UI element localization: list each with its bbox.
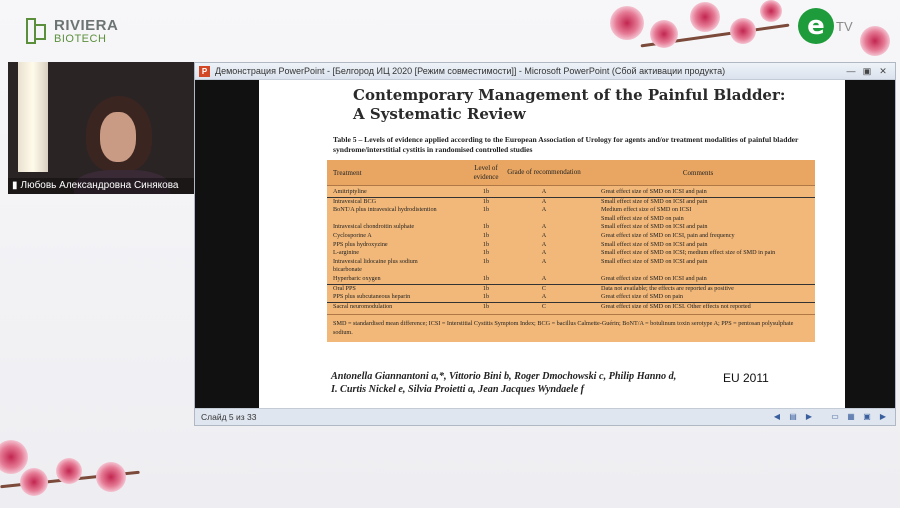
cell-grade: A: [541, 274, 547, 282]
cell-level: 1b: [482, 249, 490, 257]
cell-grade: A: [541, 293, 547, 301]
cell-grade: A: [541, 249, 547, 257]
cell-grade: A: [541, 197, 547, 205]
cell-comments: Great effect size of SMD on pain: [601, 293, 684, 301]
slide-title: Contemporary Management of the Painful Bladder: A Systematic Review: [353, 86, 786, 123]
cell-comments: Data not available; the effects are reported as positive: [601, 284, 734, 292]
cell-treatment: Intravesical lidocaine plus sodium: [333, 257, 418, 265]
table-row: [327, 293, 815, 303]
cell-grade: [507, 266, 581, 275]
riviera-biotech-logo: [24, 16, 118, 48]
table-footnote: SMD = standardised mean difference; ICSI = Interstitial Cystitis Symptom Index; BCG = bacillus Calmette-Guérin; BoNT/A = botulinum toxin serotype A; PPS = pentosan polysulphate sodium.: [327, 314, 815, 342]
slide-sorter-icon[interactable]: ▦: [847, 412, 855, 421]
cell-treatment: [327, 215, 465, 224]
speaker-name-label: ▮ Любовь Александровна Синякова: [8, 178, 194, 194]
table-row: [327, 188, 815, 198]
cell-level: 1b: [482, 293, 490, 301]
cell-treatment: BoNT/A plus intravesical hydrodistention: [333, 206, 437, 214]
cell-level: 1b: [482, 231, 490, 239]
slide-counter: Слайд 5 из 33: [201, 412, 257, 422]
table-row: [327, 232, 815, 241]
cell-comments: Great effect size of SMD on ICSI and pain: [601, 188, 707, 195]
cell-comments: Great effect size of SMD on ICSI, pain and frequency: [601, 231, 735, 239]
cell-treatment: Hyperbaric oxygen: [333, 274, 381, 282]
slideshow-view-icon[interactable]: ▶: [879, 412, 887, 421]
cell-comments: Small effect size of SMD on ICSI and pain: [601, 240, 708, 248]
cell-level: 1b: [482, 240, 490, 248]
minimize-button[interactable]: —: [846, 66, 856, 76]
table-row: [327, 241, 815, 250]
cell-comments: Great effect size of SMD on ICSI. Other effects not reported: [601, 302, 751, 310]
cell-comments: Small effect size of SMD on ICSI; medium effect size of SMD in pain: [601, 249, 776, 257]
close-button[interactable]: ✕: [879, 65, 887, 76]
header-grade: Grade of recommendation: [507, 168, 581, 176]
cell-level: 1b: [482, 223, 490, 231]
speaker-video-tile[interactable]: [8, 62, 194, 194]
previous-slide-icon[interactable]: ◀: [773, 412, 781, 421]
table-row: [327, 275, 815, 285]
cell-level: 1b: [482, 302, 490, 310]
window-titlebar[interactable]: [195, 63, 895, 80]
signal-bars-icon: ▮: [12, 180, 18, 191]
cell-grade: C: [541, 284, 547, 292]
cell-comments: Small effect size of SMD on ICSI and pain: [601, 257, 708, 265]
table-row: [327, 266, 815, 275]
slide-menu-icon[interactable]: ▤: [789, 412, 797, 421]
table-row: [327, 223, 815, 232]
cell-comments: Small effect size of SMD on pain: [601, 214, 684, 222]
powerpoint-window[interactable]: [194, 62, 896, 426]
next-slide-icon[interactable]: ▶: [805, 412, 813, 421]
powerpoint-app-icon: P: [199, 66, 210, 77]
header-comments: Comments: [682, 168, 714, 177]
reading-view-icon[interactable]: ▣: [863, 412, 871, 421]
table-row: [327, 215, 815, 224]
cell-grade: A: [541, 188, 547, 195]
cell-treatment: Oral PPS: [333, 284, 356, 292]
normal-view-icon[interactable]: ▭: [831, 412, 839, 421]
cell-comments: Small effect size of SMD on ICSI and pain: [601, 223, 708, 231]
tv-logo: [798, 8, 853, 44]
e-circle-icon: e: [798, 8, 834, 44]
cell-comments: [581, 266, 815, 275]
cell-comments: Medium effect size of SMD on ICSI: [601, 206, 692, 214]
cell-treatment: Intravesical chondroitin sulphate: [333, 223, 415, 231]
slideshow-area[interactable]: [195, 80, 895, 408]
cell-grade: [507, 215, 581, 224]
cell-level: 1b: [482, 197, 490, 205]
cell-comments: Great effect size of SMD on ICSI and pain: [601, 274, 707, 282]
cell-treatment: bicarbonate: [333, 266, 362, 274]
cell-treatment: Cyclosporine A: [333, 231, 372, 239]
slide: [259, 80, 845, 408]
cell-treatment: Amitriptyline: [333, 188, 367, 195]
cell-treatment: Intravesical BCG: [333, 197, 377, 205]
logo-mark-icon: [24, 16, 50, 48]
cell-treatment: Sacral neuromodulation: [333, 302, 393, 310]
window-title: Демонстрация PowerPoint - [Белгород ИЦ 2020 [Режим совместимости]] - Microsoft PowerPoint (Сбой активации продукта): [215, 66, 726, 76]
cell-level: 1b: [482, 257, 490, 265]
maximize-button[interactable]: ▣: [862, 65, 872, 76]
table-row: [327, 198, 815, 207]
header-level: Level of evidence: [473, 163, 499, 181]
cell-level: [465, 266, 507, 275]
cell-treatment: PPS plus hydroxyzine: [333, 240, 388, 248]
table-row: [327, 303, 815, 312]
journal-year-label: EU 2011: [723, 371, 769, 385]
cell-level: 1b: [482, 284, 490, 292]
cell-treatment: PPS plus subcutaneous heparin: [333, 293, 411, 301]
tv-logo-text: TV: [836, 18, 853, 34]
table-row: [327, 206, 815, 215]
table-row: [327, 249, 815, 258]
cell-treatment: L-arginine: [333, 249, 360, 257]
brand-name: RIVIERA: [54, 17, 119, 35]
header-treatment: Treatment: [333, 168, 362, 177]
status-bar: [195, 408, 895, 425]
table-caption: Table 5 – Levels of evidence applied according to the European Association of Urology for agents and/or treatment modalities of painful bladder syndrome/interstitial cystitis in randomised controlled studies: [333, 135, 799, 154]
brand-subname: BIOTECH: [54, 33, 107, 46]
cell-grade: A: [541, 240, 547, 248]
cell-grade: A: [541, 231, 547, 239]
cell-level: 1b: [482, 274, 490, 282]
cell-level: 1b: [482, 206, 490, 214]
table-row: [327, 285, 815, 294]
table-header: [327, 160, 815, 186]
cell-grade: C: [541, 302, 547, 310]
table-body: [327, 186, 815, 314]
evidence-table: [327, 160, 815, 342]
cell-grade: A: [541, 257, 547, 265]
cell-grade: A: [541, 206, 547, 214]
authors: Antonella Giannantoni a,*, Vittorio Bini b, Roger Dmochowski c, Philip Hanno d, I. Curtis Nickel e, Silvia Proietti a, Jean Jacques Wyndaele f: [331, 371, 677, 395]
cell-comments: Small effect size of SMD on ICSI and pain: [601, 197, 708, 205]
cell-level: 1b: [482, 188, 490, 195]
cell-grade: A: [541, 223, 547, 231]
cell-level: [465, 215, 507, 224]
table-row: [327, 258, 815, 267]
